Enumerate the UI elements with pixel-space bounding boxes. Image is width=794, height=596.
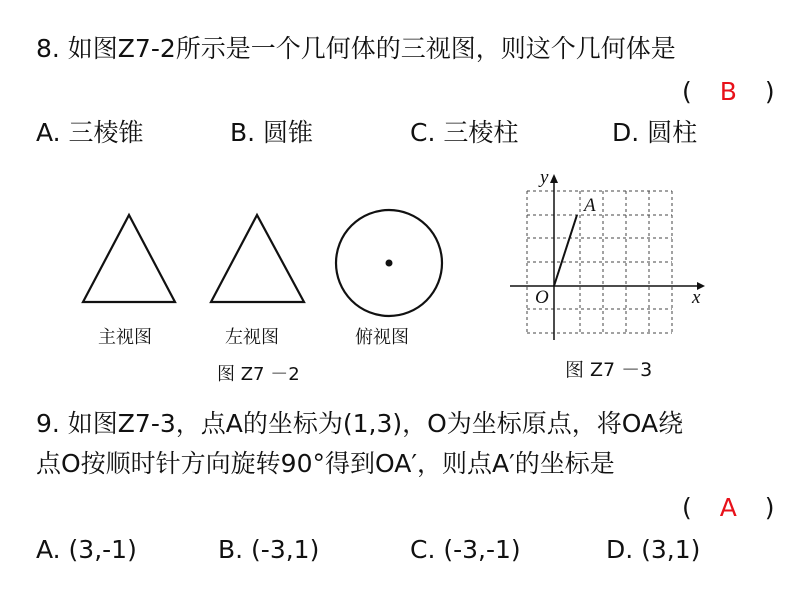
q9-option-c: C. (-3,-1)	[410, 535, 521, 564]
y-axis-label: y	[540, 167, 549, 188]
top-view-label: 俯视图	[355, 327, 409, 348]
segment-oa	[554, 215, 577, 286]
q8-paren-open: (	[682, 77, 692, 106]
q9-answer: A	[719, 493, 737, 522]
q9-option-b: B. (-3,1)	[218, 535, 320, 564]
top-view-center-dot	[386, 260, 393, 267]
q8-option-b: B. 圆锥	[230, 118, 314, 147]
q8-option-a: A. 三棱锥	[36, 118, 144, 147]
q9-option-a: A. (3,-1)	[36, 535, 137, 564]
q9-option-d: D. (3,1)	[606, 535, 701, 564]
figure-z7-3	[505, 165, 725, 365]
q8-answer: B	[719, 77, 737, 106]
origin-label: O	[535, 287, 549, 308]
figure-z7-2-caption: 图 Z7 －2	[217, 364, 300, 385]
point-a-label: A	[584, 195, 596, 216]
x-axis-label: x	[692, 287, 701, 308]
side-view-triangle	[211, 215, 304, 302]
q9-stem-line1: 9. 如图Z7-3，点A的坐标为(1,3)，O为坐标原点，将OA绕	[36, 409, 684, 438]
q9-answer-paren	[682, 493, 775, 523]
q8-paren-close: )	[764, 77, 775, 106]
grid-lines	[527, 191, 672, 333]
side-view-label: 左视图	[225, 327, 279, 348]
front-view-label: 主视图	[98, 327, 152, 348]
q8-stem: 8. 如图Z7-2所示是一个几何体的三视图，则这个几何体是	[36, 34, 676, 63]
figure-z7-3-caption: 图 Z7 －3	[565, 359, 653, 381]
q8-option-d: D. 圆柱	[612, 118, 698, 147]
figure-z7-2	[78, 200, 458, 370]
y-axis-arrow	[550, 174, 558, 183]
q9-paren-close: )	[764, 493, 775, 522]
front-view-triangle	[83, 215, 175, 302]
q8-answer-paren	[682, 77, 775, 107]
q9-paren-open: (	[682, 493, 692, 522]
q8-option-c: C. 三棱柱	[410, 118, 519, 147]
q9-stem-line2: 点O按顺时针方向旋转90°得到OA′，则点A′的坐标是	[36, 449, 615, 478]
